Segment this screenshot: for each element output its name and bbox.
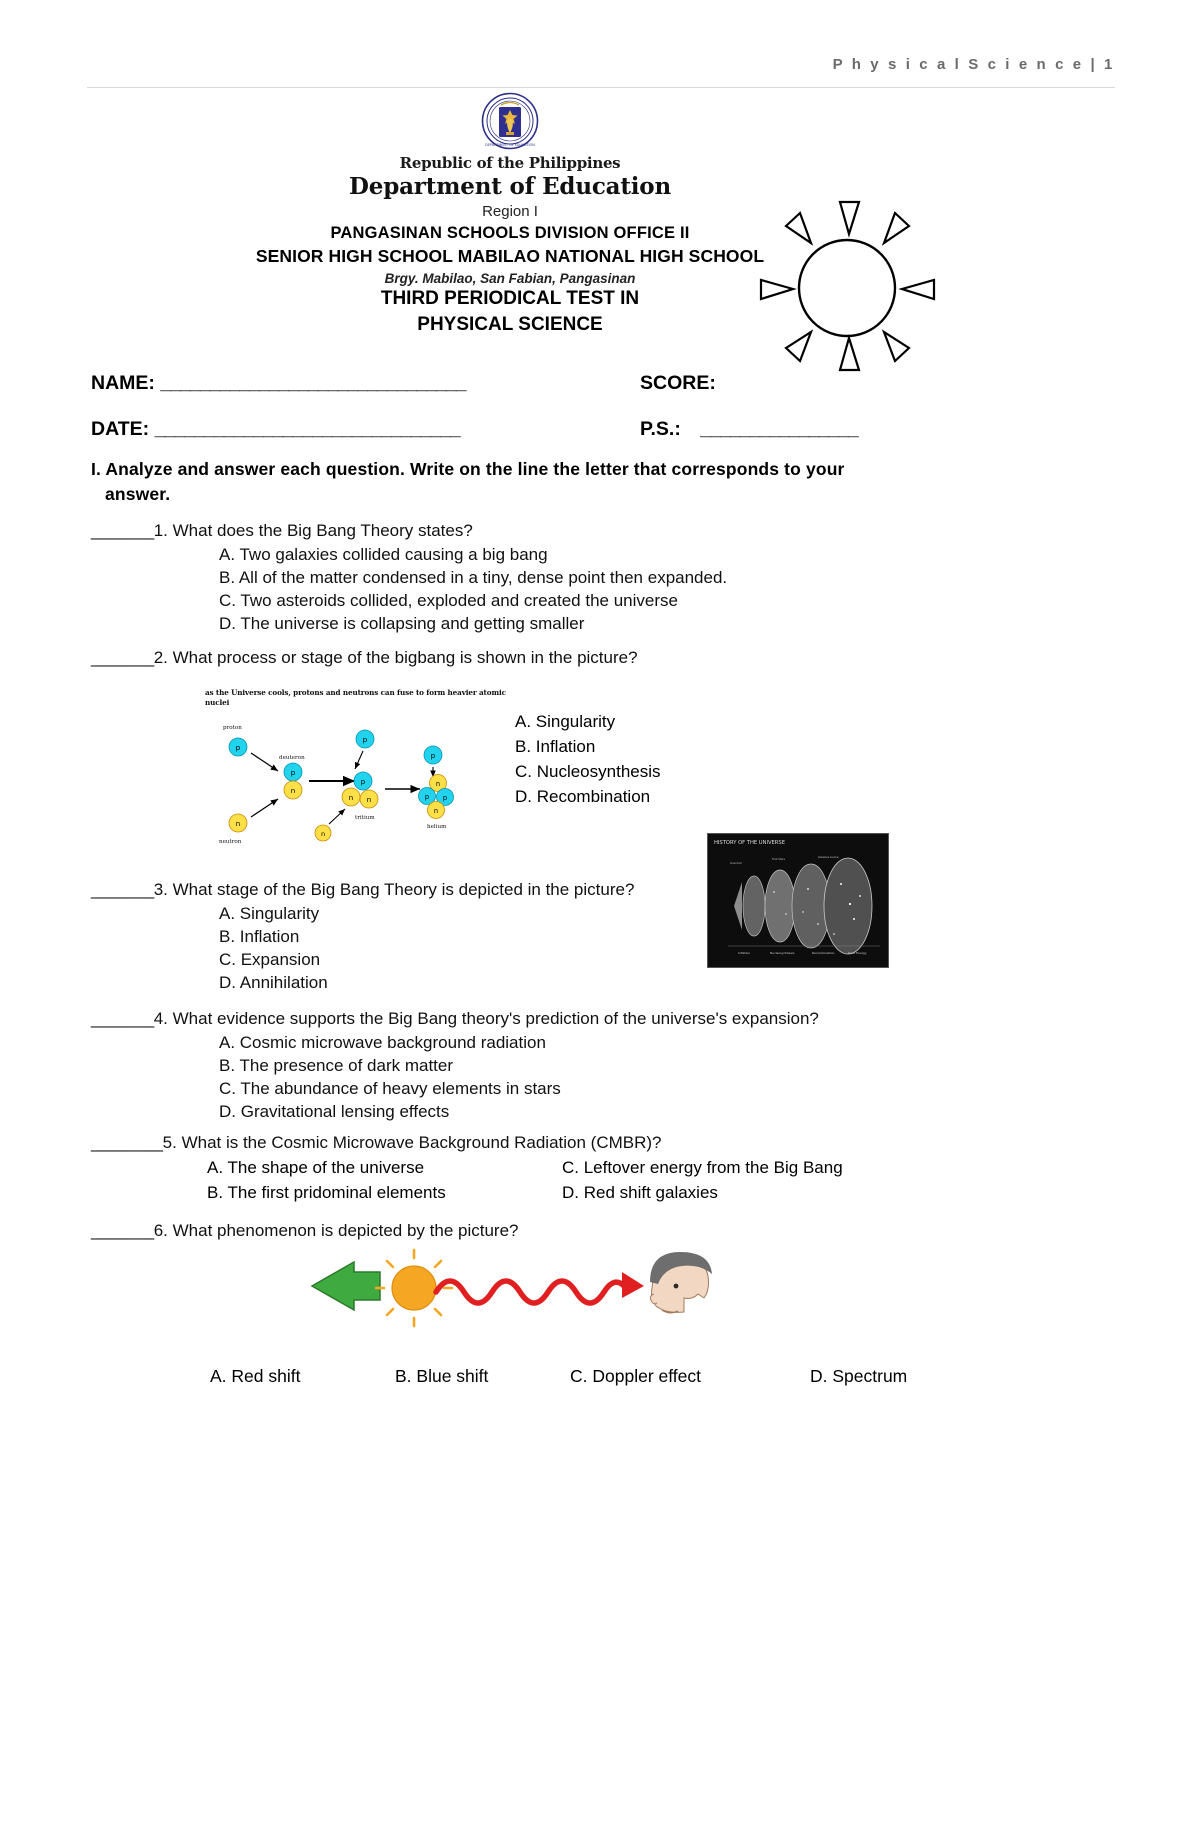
question-4-text: What evidence supports the Big Bang theory's prediction of the universe's expansion? [172,1009,819,1028]
nucleosynthesis-figure [205,688,510,863]
svg-text:p: p [424,793,430,802]
title-line-2: PHYSICAL SCIENCE [417,313,603,335]
svg-text:tritium: tritium [355,815,375,822]
date-label: DATE: [91,418,150,440]
question-3-answer-blank[interactable]: _______ [91,880,154,899]
question-4-choice-b[interactable]: B. The presence of dark matter [219,1056,454,1076]
question-1-answer-blank[interactable]: _______ [91,521,154,540]
question-2-choice-c[interactable]: C. Nucleosynthesis [515,761,661,781]
question-6-stem [91,1219,519,1242]
question-5-number: 5. [162,1133,177,1152]
question-1-choices [91,543,727,635]
question-3-choice-a[interactable]: A. Singularity [219,904,320,924]
letterhead-republic: Republic of the Philippines [399,154,621,172]
question-2-choice-a[interactable]: A. Singularity [515,712,616,731]
letterhead-region: Region I [482,203,538,220]
ps-label: P.S.: [640,418,681,440]
svg-text:n: n [235,820,241,829]
svg-text:Dark Energy: Dark Energy [848,951,867,955]
letterhead-department: Department of Education [349,173,671,200]
question-5-answer-blank[interactable]: ________ [91,1133,163,1152]
question-3-choices [91,902,634,994]
score-label: SCORE: [640,372,716,394]
svg-text:helium: helium [427,824,447,831]
question-2-choice-d[interactable]: D. Recombination [515,786,651,806]
date-input-blank[interactable]: _______________________________ [154,418,460,440]
question-4-answer-blank[interactable]: _______ [91,1009,154,1028]
question-6-answer-blank[interactable]: _______ [91,1221,154,1240]
question-1-choice-c[interactable]: C. Two asteroids collided, exploded and created the universe [219,591,678,611]
question-2-choices [515,710,661,810]
question-2-number: 2. [153,648,168,667]
question-4 [91,1007,819,1124]
svg-text:p: p [235,744,241,753]
question-2-text: What process or stage of the bigbang is shown in the picture? [172,648,638,667]
history-figure-title: HISTORY OF THE UNIVERSE [714,840,785,846]
page-title [0,286,1020,337]
instructions-block [91,457,891,507]
svg-text:Galaxies evolve: Galaxies evolve [818,856,839,859]
question-5-text: What is the Cosmic Microwave Background Radiation (CMBR)? [181,1133,662,1152]
instructions-line-2: answer. [105,483,171,504]
history-of-universe-icon [708,834,888,967]
page-running-header: P h y s i c a l S c i e n c e | 1 [832,56,1115,73]
question-4-choice-a[interactable]: A. Cosmic microwave background radiation [219,1033,546,1053]
svg-text:n: n [366,796,372,805]
question-4-choice-d[interactable]: D. Gravitational lensing effects [219,1102,450,1122]
svg-text:n: n [433,807,439,816]
svg-text:Recombination: Recombination [812,951,835,955]
header-divider [87,87,1115,88]
question-3-text: What stage of the Big Bang Theory is depicted in the picture? [172,880,635,899]
nucleosynthesis-diagram-icon [205,711,510,861]
svg-text:p: p [362,736,368,745]
svg-text:n: n [348,794,354,803]
svg-text:n: n [320,830,326,839]
svg-text:neutron: neutron [219,839,242,846]
name-field-row [91,372,466,395]
question-4-stem [91,1007,819,1030]
question-5-stem [91,1131,662,1154]
question-6-choice-c[interactable]: C. Doppler effect [570,1366,701,1386]
deped-seal-icon [481,92,539,150]
question-5-choices [207,1156,907,1205]
question-1-choice-b[interactable]: B. All of the matter condensed in a tiny, dense point then expanded. [219,568,728,588]
svg-text:Inflation: Inflation [738,951,751,955]
question-1-number: 1. [153,521,168,540]
svg-text:DEPARTMENT OF EDUCATION: DEPARTMENT OF EDUCATION [485,143,535,147]
svg-text:Quantum: Quantum [730,862,743,865]
score-field-row [640,372,716,395]
instructions-line-1: I. Analyze and answer each question. Write on the line the letter that corresponds to your [91,459,845,479]
svg-text:p: p [430,752,436,761]
question-3-stem [91,878,634,901]
doppler-effect-icon [296,1248,716,1358]
question-2 [91,646,638,669]
question-1-choice-a[interactable]: A. Two galaxies collided causing a big bang [219,545,548,565]
question-5-choice-a[interactable]: A. The shape of the universe [207,1158,425,1177]
question-1-text: What does the Big Bang Theory states? [172,521,473,540]
letterhead-division: PANGASINAN SCHOOLS DIVISION OFFICE II [330,224,690,242]
question-3-choice-c[interactable]: C. Expansion [219,950,321,970]
question-6-number: 6. [153,1221,168,1240]
question-6-choice-a[interactable]: A. Red shift [210,1366,301,1386]
question-6-text: What phenomenon is depicted by the picture? [172,1221,519,1240]
question-4-number: 4. [153,1009,168,1028]
doppler-effect-figure [296,1248,716,1358]
question-5-choice-c[interactable]: C. Leftover energy from the Big Bang [562,1158,843,1177]
name-input-blank[interactable]: _______________________________ [160,372,466,394]
question-6-choice-d[interactable]: D. Spectrum [810,1366,908,1386]
question-6-choices [210,1366,950,1387]
svg-text:p: p [360,778,366,787]
svg-text:Nucleosynthesis: Nucleosynthesis [770,951,795,955]
question-4-choices [91,1031,819,1123]
question-5-choice-row-2 [207,1181,907,1206]
question-6-choice-b[interactable]: B. Blue shift [395,1366,489,1386]
question-2-answer-blank[interactable]: _______ [91,648,154,667]
question-4-choice-c[interactable]: C. The abundance of heavy elements in stars [219,1079,561,1099]
svg-text:n: n [435,780,441,789]
question-3-number: 3. [153,880,168,899]
question-1-choice-d[interactable]: D. The universe is collapsing and getting smaller [219,614,585,634]
question-5-choice-row-1 [207,1156,907,1181]
question-3-choice-b[interactable]: B. Inflation [219,927,300,947]
question-3-choice-d[interactable]: D. Annihilation [219,973,328,993]
name-label: NAME: [91,372,155,394]
date-field-row [91,418,460,441]
letterhead-school: SENIOR HIGH SCHOOL MABILAO NATIONAL HIGH SCHOOL [255,246,765,266]
question-1-stem [91,519,727,542]
svg-text:proton: proton [223,725,242,732]
deped-seal-wrapper [0,92,1020,150]
svg-text:n: n [290,787,296,796]
ps-input-blank[interactable]: ________________ [700,418,858,440]
question-5-choice-b[interactable]: B. The first pridominal elements [207,1182,446,1202]
svg-text:First Stars: First Stars [772,858,785,861]
history-of-universe-figure [707,833,889,968]
title-line-1: THIRD PERIODICAL TEST IN [380,288,640,309]
letterhead-address: Brgy. Mabilao, San Fabian, Pangasinan [384,271,636,286]
svg-text:deuteron: deuteron [279,755,305,762]
question-2-stem [91,646,638,669]
ps-field-row [640,418,858,441]
svg-text:p: p [442,794,448,803]
question-2-choice-b[interactable]: B. Inflation [515,736,596,756]
question-3 [91,878,634,995]
nucleosynthesis-caption: as the Universe cools, protons and neutrons can fuse to form heavier atomic nuclei [205,688,506,707]
question-1 [91,519,727,636]
question-6 [91,1219,519,1242]
svg-text:p: p [290,769,296,778]
question-5-choice-d[interactable]: D. Red shift galaxies [562,1182,718,1202]
question-5 [91,1131,662,1154]
